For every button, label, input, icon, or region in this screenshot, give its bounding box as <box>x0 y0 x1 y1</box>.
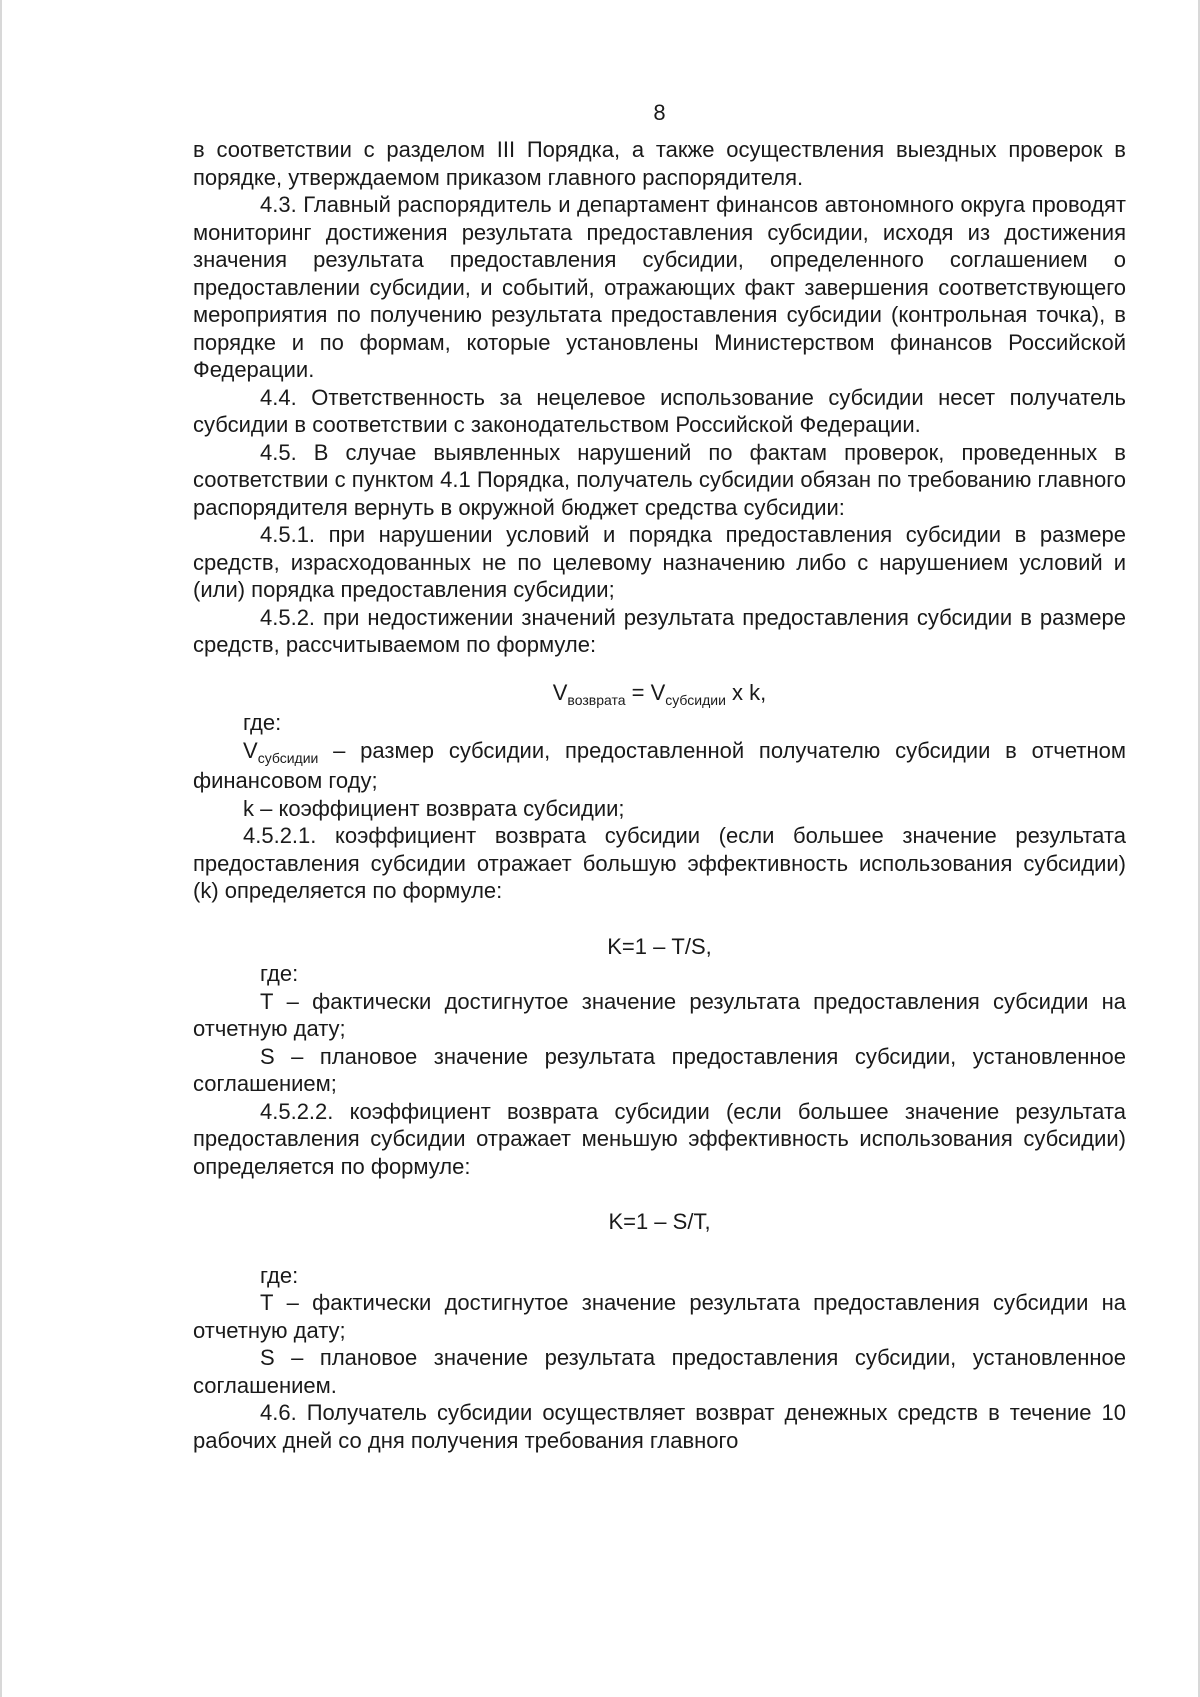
page-number: 8 <box>653 100 666 125</box>
paragraph-4-6: 4.6. Получатель субсидии осуществляет возврат денежных средств в течение 10 рабочих дней со дня получения требования главного <box>193 1400 1126 1453</box>
v-definition-text: – размер субсидии, предоставленной получателю субсидии в отчетном финансовом году; <box>193 737 1126 793</box>
v-subscript: субсидии <box>257 749 319 766</box>
paragraph-v-subsidy-definition <box>193 737 1126 795</box>
paragraph-t-definition-1: Т – фактически достигнутое значение результата предоставления субсидии на отчетную дату; <box>193 988 1126 1041</box>
paragraph-4-5-2-2: 4.5.2.2. коэффициент возврата субсидии (если большее значение результата предоставления субсидии отражает меньшую эффективность использования субсидии) определяется по формуле: <box>193 1098 1126 1179</box>
page-left-edge <box>0 0 2 1697</box>
formula-v-symbol: V <box>552 679 568 705</box>
where-label-1: где: <box>243 710 282 735</box>
paragraph-4-3: 4.3. Главный распорядитель и департамент финансов автономного округа проводят мониторинг достижения результата предоставления субсидии, исходя из достижения значения результата предоставления субсидии, определенного соглашением о предоставлении субсидии, и событий, отражающих факт завершения соответствующего мероприятия по получению результата предоставления субсидии (контрольная точка), в порядке и по формам, которые установлены Министерством финансов Российской Федерации. <box>193 192 1126 382</box>
paragraph-s-definition-2: S – плановое значение результата предоставления субсидии, установленное соглашением. <box>193 1345 1126 1398</box>
paragraph-4-5-1: 4.5.1. при нарушении условий и порядка предоставления субсидии в размере средств, израсходованных не по целевому назначению либо с нарушением условий и (или) порядка предоставления субсидии; <box>193 522 1126 602</box>
where-label-3: где: <box>260 1262 299 1288</box>
formula-subscript-return: возврата <box>567 691 626 708</box>
paragraph-4-4: 4.4. Ответственность за нецелевое использование субсидии несет получатель субсидии в соответствии с законодательством Российской Федерации. <box>193 384 1126 437</box>
v-symbol: V <box>243 737 258 763</box>
paragraph-s-definition-1: S – плановое значение результата предоставления субсидии, установленное соглашением; <box>193 1043 1126 1096</box>
paragraph-4-5: 4.5. В случае выявленных нарушений по фактам проверок, проведенных в соответствии с пунктом 4.1 Порядка, получатель субсидии обязан по требованию главного распорядителя вернуть в окружной бюджет средства субсидии: <box>193 439 1126 520</box>
formula-subscript-subsidy: субсидии <box>665 691 726 708</box>
paragraph-k-definition: k – коэффициент возврата субсидии; <box>243 795 625 821</box>
formula-k-t-over-s: K=1 – Т/S, <box>607 933 712 959</box>
formula-equals-v: = V <box>625 679 666 705</box>
paragraph-4-5-2-1: 4.5.2.1. коэффициент возврата субсидии (если большее значение результата предоставления субсидии отражает большую эффективность использования субсидии) (k) определяется по формуле: <box>193 823 1126 903</box>
formula-k-s-over-t: K=1 – S/Т, <box>608 1209 711 1234</box>
formula-tail: x k, <box>725 679 767 705</box>
paragraph-4-5-2: 4.5.2. при недостижении значений результата предоставления субсидии в размере средств, рассчитываемом по формуле: <box>193 604 1126 657</box>
formula-return-amount <box>193 659 1126 710</box>
paragraph-continuation: в соответствии с разделом III Порядка, а также осуществления выездных проверок в порядке, утверждаемом приказом главного распорядителя. <box>193 137 1126 190</box>
where-label-2: где: <box>260 961 299 986</box>
document-page <box>193 96 1126 1454</box>
paragraph-t-definition-2: Т – фактически достигнутое значение результата предоставления субсидии на отчетную дату; <box>193 1290 1126 1343</box>
